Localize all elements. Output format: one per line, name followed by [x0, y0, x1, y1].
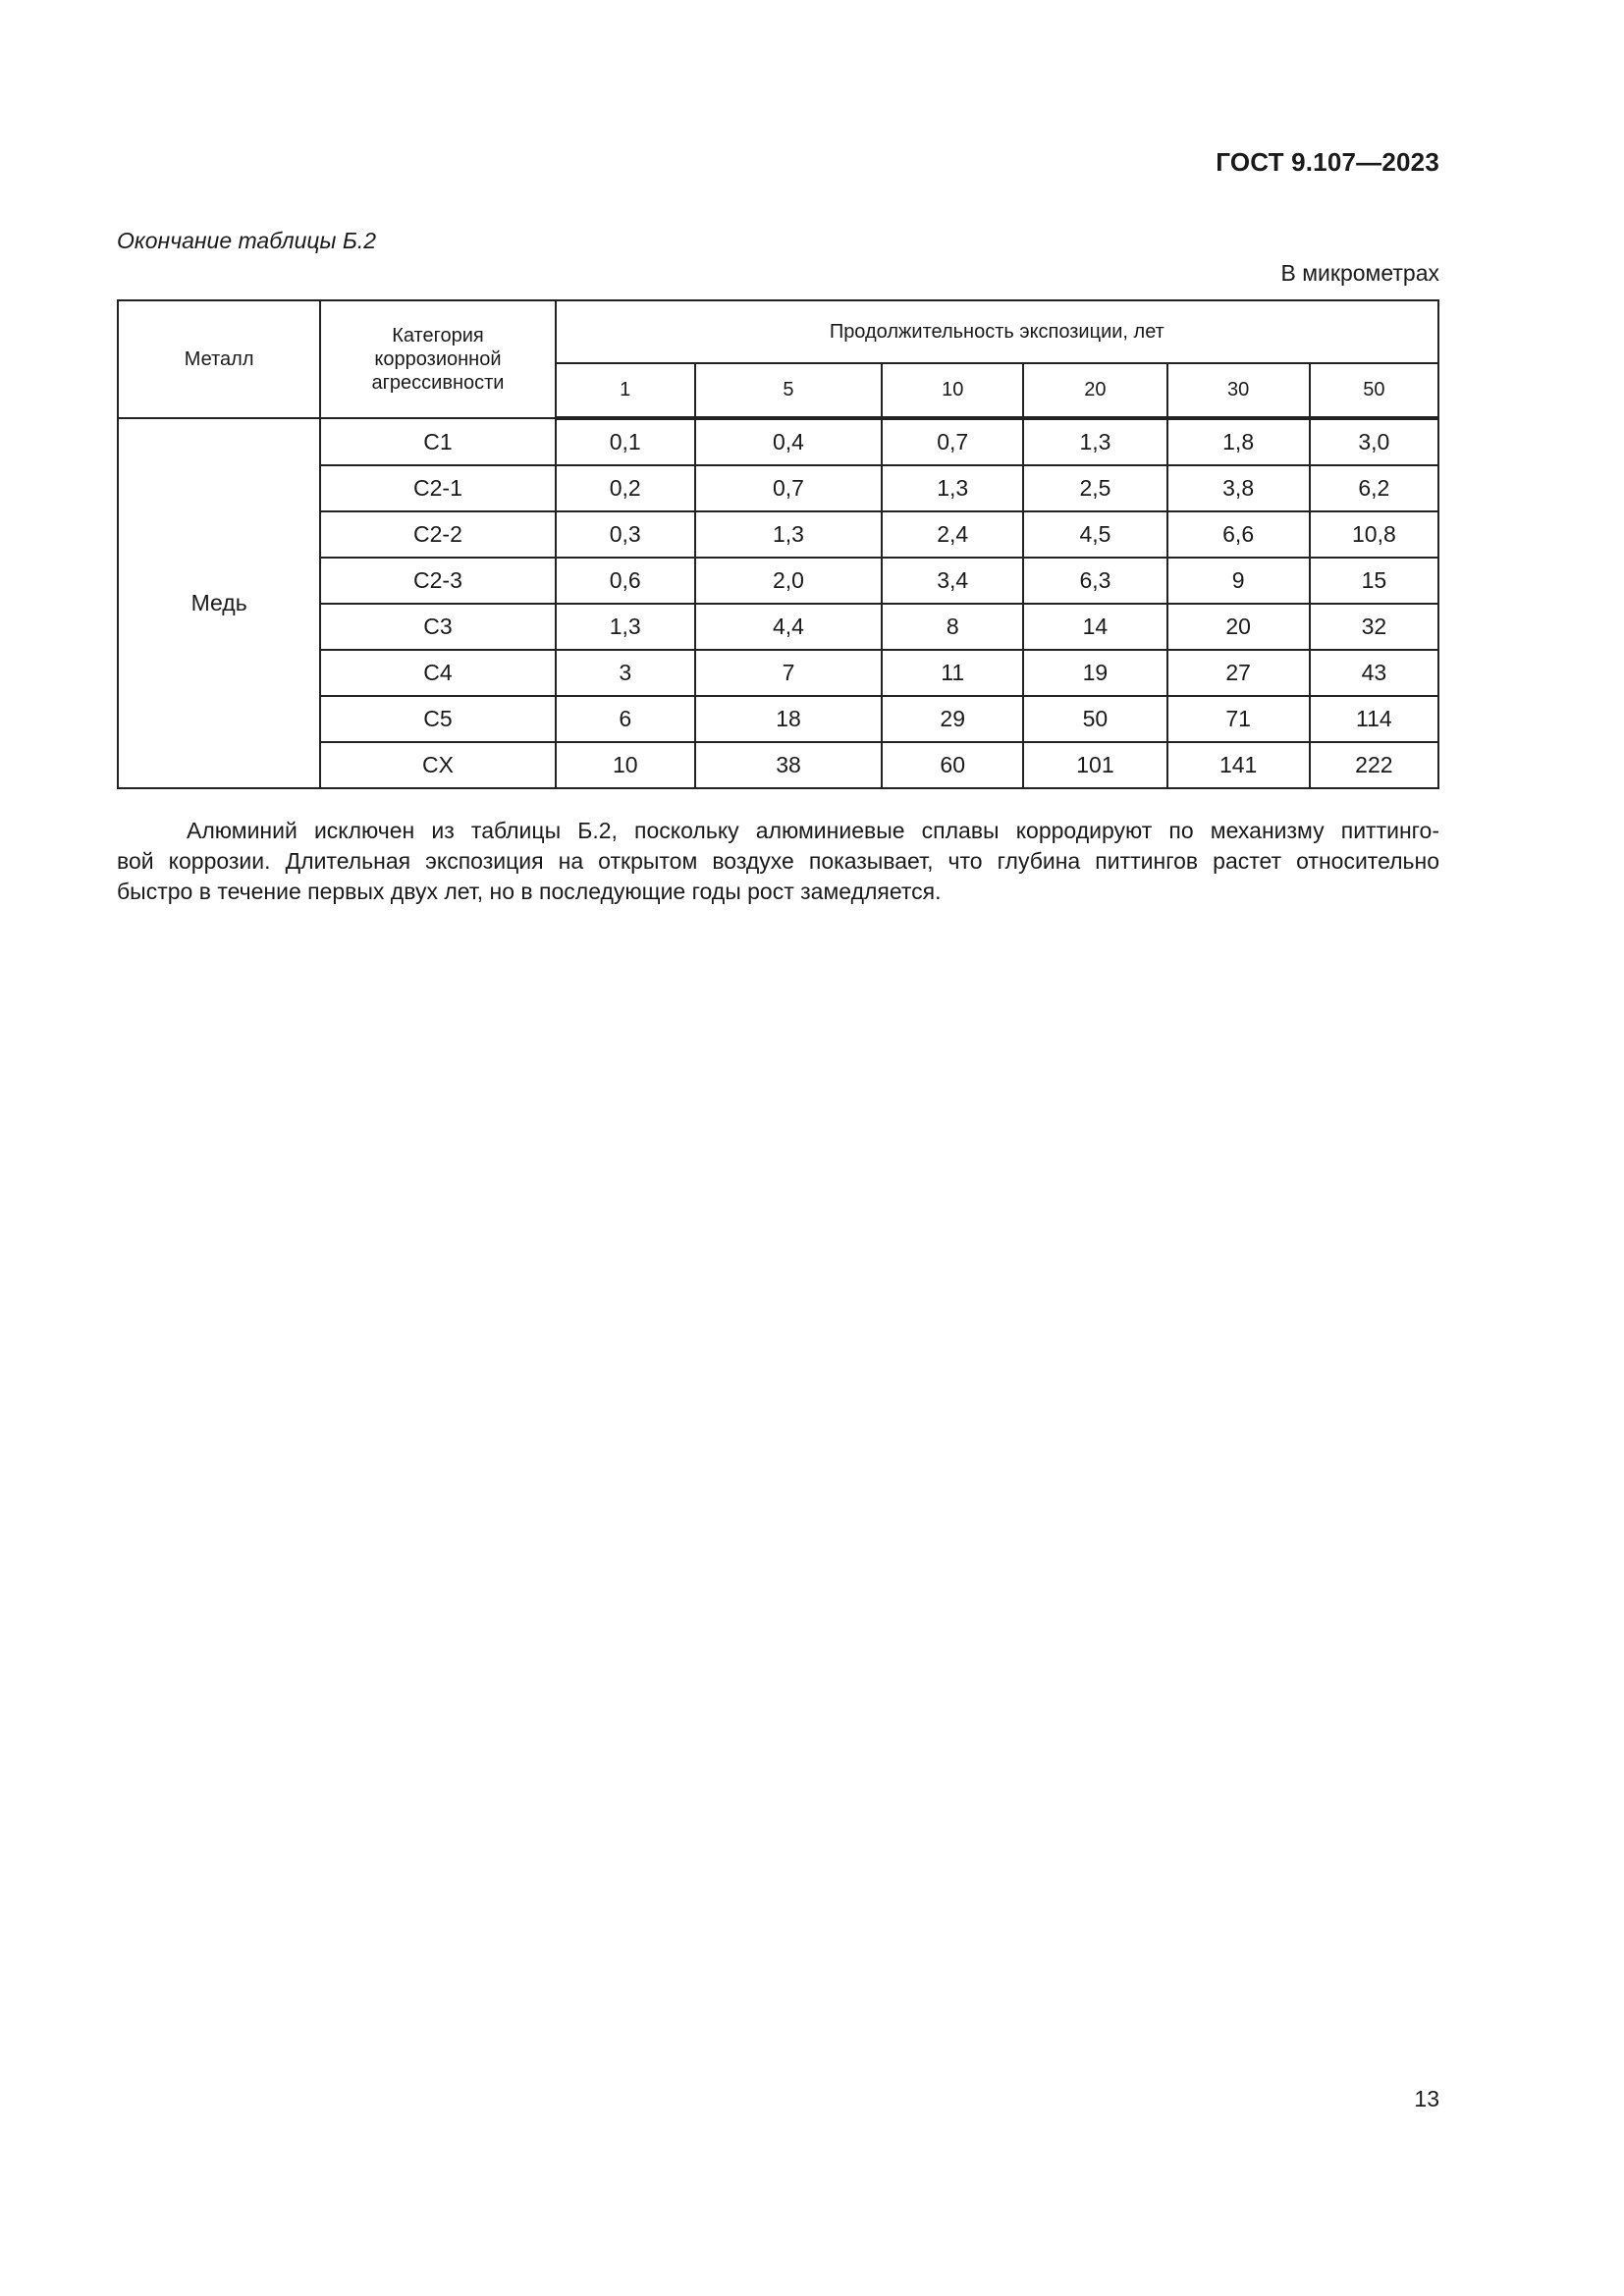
value-cell: 3,0: [1310, 418, 1438, 465]
units-note: В микрометрах: [1280, 260, 1439, 286]
value-cell: 2,5: [1023, 465, 1166, 511]
value-cell: 11: [882, 650, 1023, 696]
category-cell: C3: [320, 604, 555, 650]
value-cell: 0,1: [556, 418, 695, 465]
value-cell: 20: [1167, 604, 1310, 650]
value-cell: 1,3: [556, 604, 695, 650]
value-cell: 15: [1310, 558, 1438, 604]
value-cell: 9: [1167, 558, 1310, 604]
value-cell: 50: [1023, 696, 1166, 742]
value-cell: 60: [882, 742, 1023, 788]
page-number: 13: [1414, 2086, 1439, 2111]
category-cell: CX: [320, 742, 555, 788]
category-cell: C5: [320, 696, 555, 742]
header-year: 20: [1023, 363, 1166, 418]
category-cell: C2-1: [320, 465, 555, 511]
value-cell: 1,3: [1023, 418, 1166, 465]
value-cell: 7: [695, 650, 882, 696]
header-duration: Продолжительность экспозиции, лет: [556, 300, 1438, 363]
document-id: ГОСТ 9.107—2023: [1216, 147, 1439, 177]
category-cell: C2-3: [320, 558, 555, 604]
value-cell: 2,4: [882, 511, 1023, 558]
value-cell: 114: [1310, 696, 1438, 742]
value-cell: 18: [695, 696, 882, 742]
value-cell: 101: [1023, 742, 1166, 788]
value-cell: 0,4: [695, 418, 882, 465]
value-cell: 0,6: [556, 558, 695, 604]
value-cell: 0,3: [556, 511, 695, 558]
value-cell: 4,5: [1023, 511, 1166, 558]
value-cell: 222: [1310, 742, 1438, 788]
value-cell: 1,3: [882, 465, 1023, 511]
value-cell: 1,8: [1167, 418, 1310, 465]
value-cell: 71: [1167, 696, 1310, 742]
table-caption: Окончание таблицы Б.2: [117, 228, 377, 253]
value-cell: 29: [882, 696, 1023, 742]
value-cell: 3,4: [882, 558, 1023, 604]
value-cell: 6,3: [1023, 558, 1166, 604]
header-year: 30: [1167, 363, 1310, 418]
value-cell: 4,4: [695, 604, 882, 650]
value-cell: 14: [1023, 604, 1166, 650]
corrosion-table: [117, 299, 1439, 789]
header-category: [320, 300, 555, 418]
table-row: [118, 418, 1438, 465]
header-category-line: Категория: [392, 325, 484, 347]
value-cell: 19: [1023, 650, 1166, 696]
value-cell: 6,6: [1167, 511, 1310, 558]
value-cell: 6,2: [1310, 465, 1438, 511]
value-cell: 3: [556, 650, 695, 696]
value-cell: 10: [556, 742, 695, 788]
paragraph-line: быстро в течение первых двух лет, но в последующие годы рост замедляется.: [117, 879, 942, 904]
metal-name-cell: Медь: [118, 418, 320, 788]
header-year: 10: [882, 363, 1023, 418]
category-cell: C1: [320, 418, 555, 465]
value-cell: 3,8: [1167, 465, 1310, 511]
header-year: 50: [1310, 363, 1438, 418]
paragraph-line: вой коррозии. Длительная экспозиция на открытом воздухе показывает, что глубина питтингов растет относительно: [117, 848, 1439, 874]
value-cell: 2,0: [695, 558, 882, 604]
header-metal: Металл: [118, 300, 320, 418]
header-year: 1: [556, 363, 695, 418]
value-cell: 0,7: [695, 465, 882, 511]
value-cell: 27: [1167, 650, 1310, 696]
value-cell: 0,7: [882, 418, 1023, 465]
body-paragraph: [117, 816, 1439, 907]
value-cell: 10,8: [1310, 511, 1438, 558]
header-category-line: агрессивности: [371, 372, 505, 394]
header-year: 5: [695, 363, 882, 418]
value-cell: 8: [882, 604, 1023, 650]
category-cell: C4: [320, 650, 555, 696]
paragraph-line: Алюминий исключен из таблицы Б.2, поскольку алюминиевые сплавы корродируют по механизму питтинго-: [187, 818, 1439, 843]
value-cell: 32: [1310, 604, 1438, 650]
value-cell: 0,2: [556, 465, 695, 511]
value-cell: 1,3: [695, 511, 882, 558]
value-cell: 43: [1310, 650, 1438, 696]
value-cell: 38: [695, 742, 882, 788]
category-cell: C2-2: [320, 511, 555, 558]
value-cell: 141: [1167, 742, 1310, 788]
header-category-line: коррозионной: [374, 348, 502, 370]
value-cell: 6: [556, 696, 695, 742]
